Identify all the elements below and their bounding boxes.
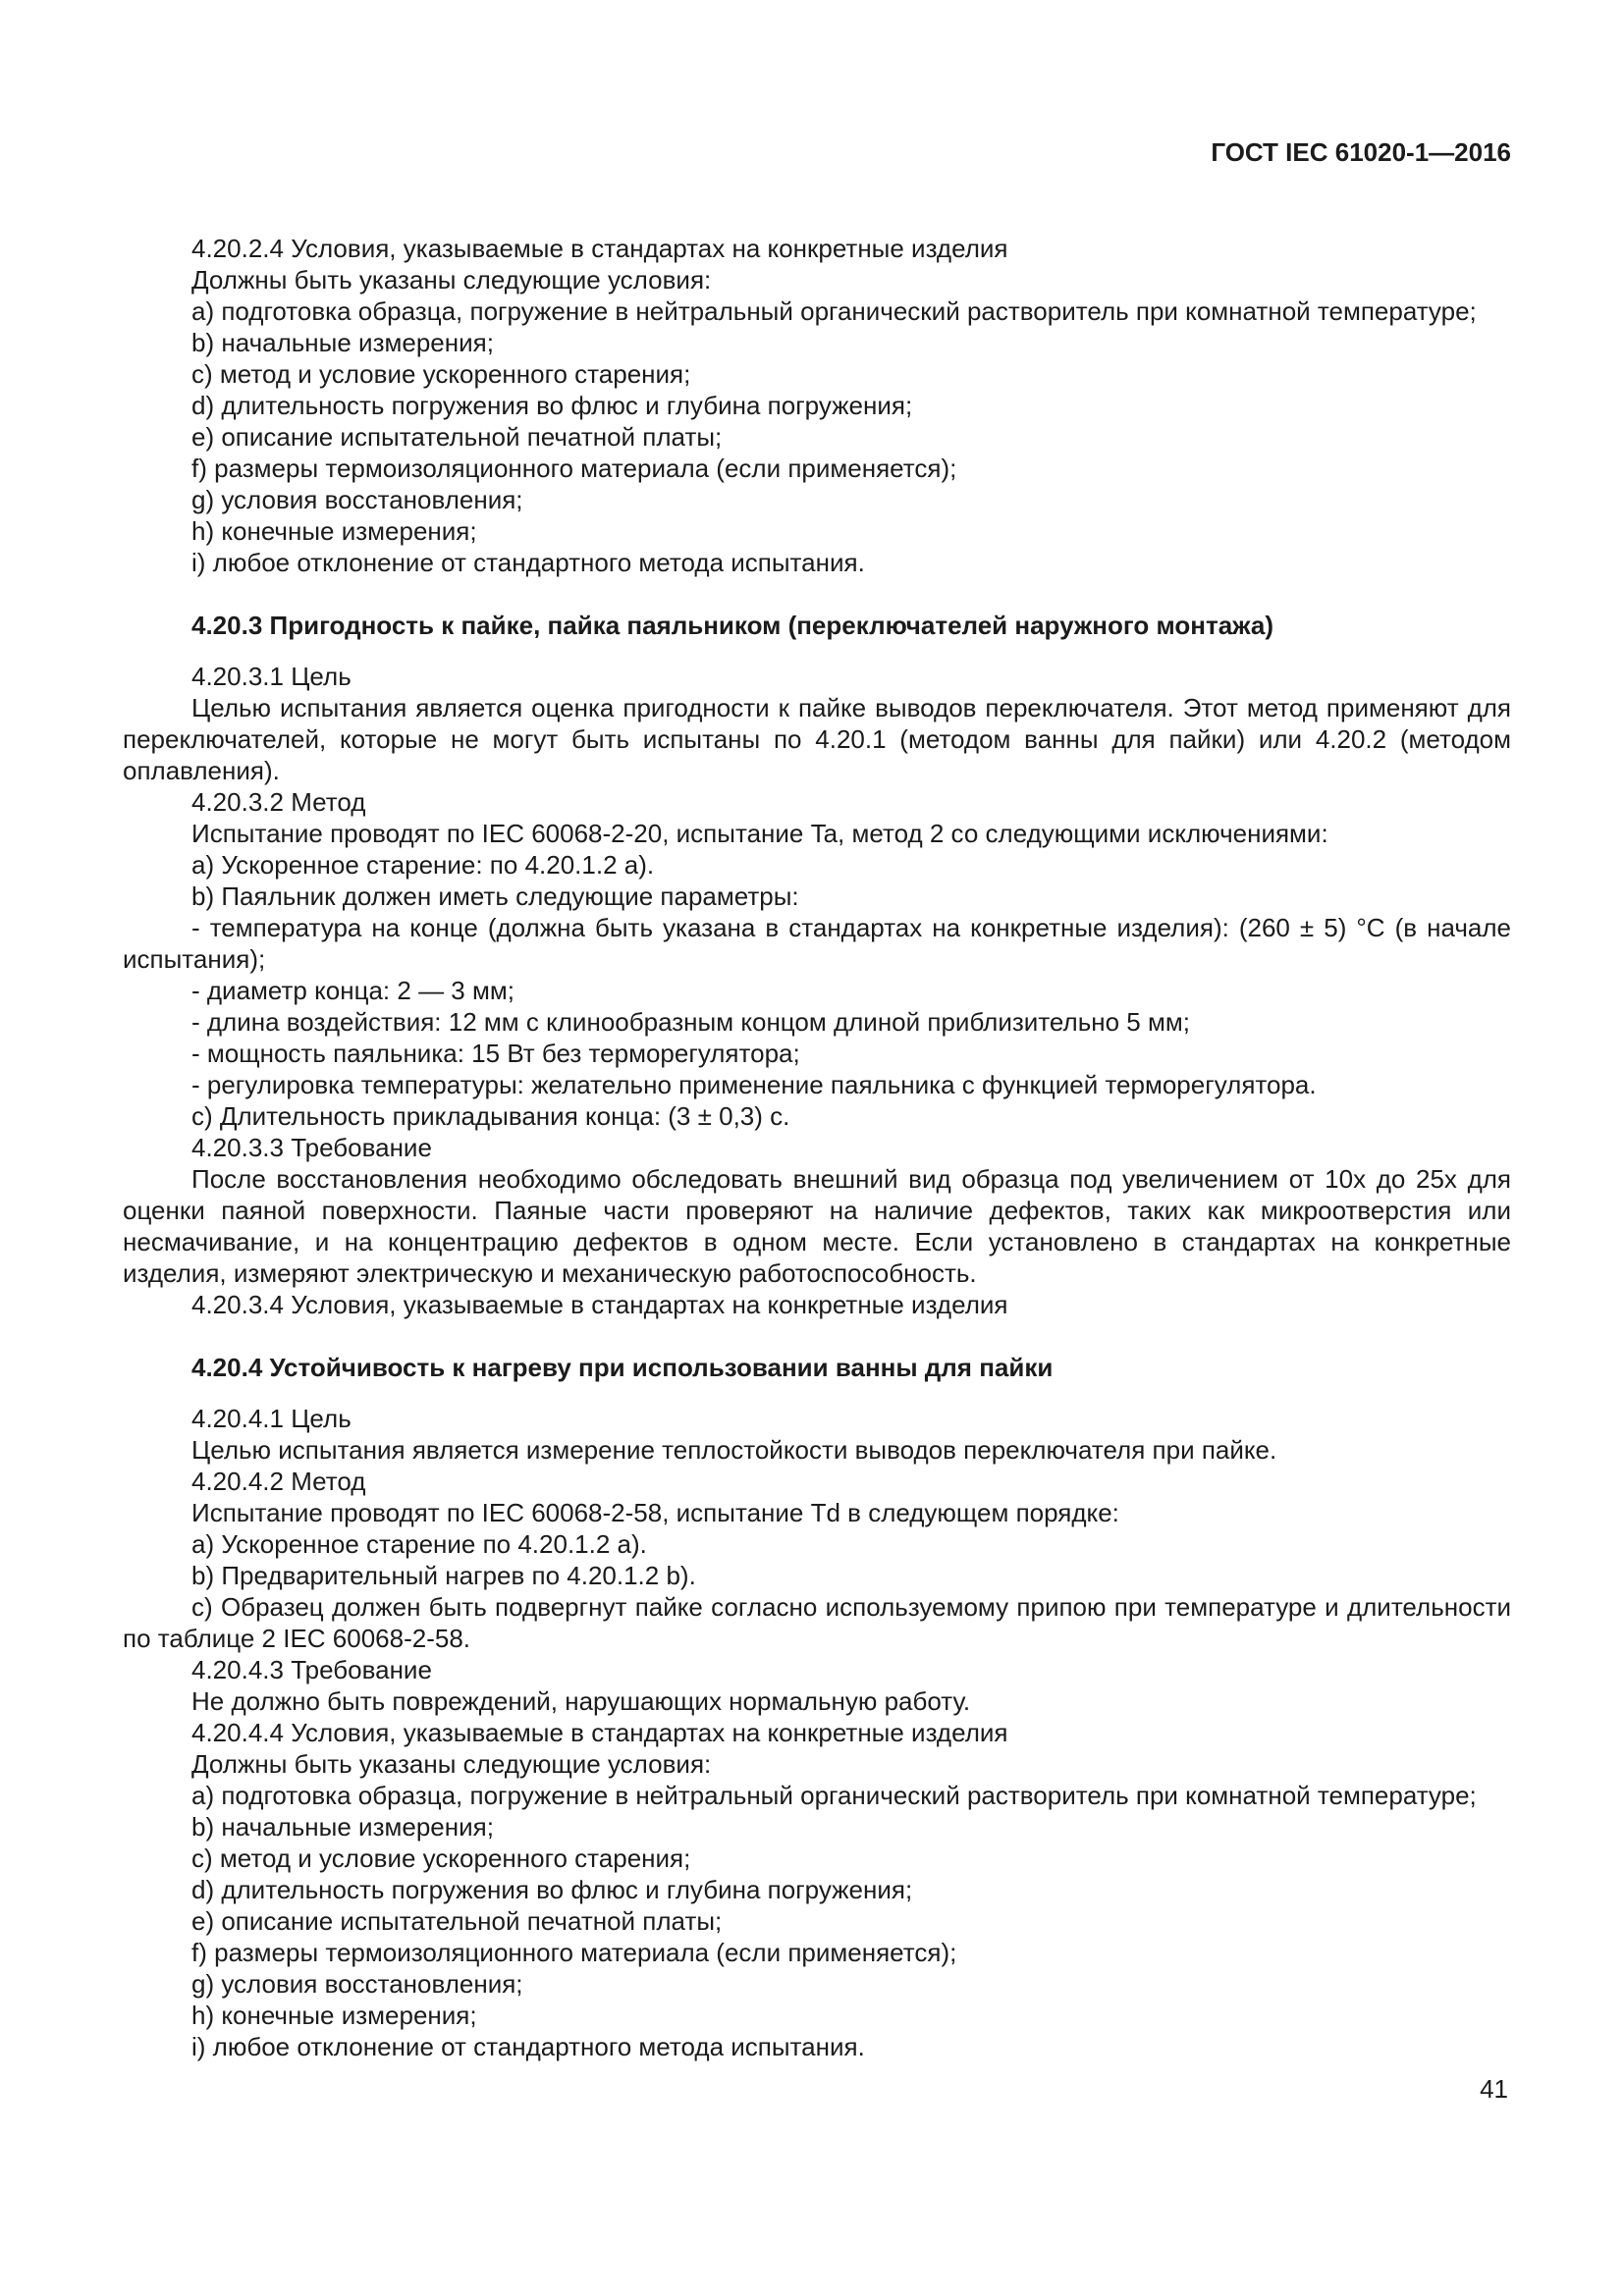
paragraph: a) Ускоренное старение по 4.20.1.2 a). [191,1529,647,1559]
paragraph: 4.20.2.4 Условия, указываемые в стандартах на конкретные изделия [191,234,1008,263]
paragraph: b) Предварительный нагрев по 4.20.1.2 b). [191,1561,696,1590]
paragraph: c) метод и условие ускоренного старения; [191,359,691,389]
paragraph: 4.20.3.3 Требование [191,1133,432,1162]
paragraph: b) начальные измерения; [191,1812,494,1842]
paragraph: 4.20.4.2 Метод [191,1467,366,1496]
paragraph: - мощность паяльника: 15 Вт без терморегулятора; [191,1039,800,1068]
paragraph: e) описание испытательной печатной платы; [191,1906,723,1936]
paragraph: d) длительность погружения во флюс и глубина погружения; [191,1875,913,1904]
document-header: ГОСТ IEC 61020-1—2016 [1211,137,1511,167]
paragraph: c) метод и условие ускоренного старения; [191,1843,691,1873]
paragraph: Не должно быть повреждений, нарушающих нормальную работу. [191,1686,971,1716]
paragraph: 4.20.4.1 Цель [191,1404,352,1433]
paragraph: a) подготовка образца, погружение в нейтральный органический растворитель при комнатной температуре; [191,296,1477,326]
paragraph: b) начальные измерения; [191,328,494,357]
paragraph: После восстановления необходимо обследовать внешний вид образца под увеличением от 10x до 25x для оценки паяной поверхности. Паяные части проверяют на наличие дефектов, таких как микроотверстия или несмачивание, и на концентрацию дефектов в одном месте. Если установлено в стандартах на конкретные изделия, измеряют электрическую и механическую работоспособность. [123,1164,1511,1288]
paragraph: f) размеры термоизоляционного материала (если применяется); [191,454,957,483]
paragraph: - длина воздействия: 12 мм с клинообразным концом длиной приблизительно 5 мм; [191,1007,1190,1037]
paragraph: b) Паяльник должен иметь следующие параметры: [191,881,799,911]
paragraph: - температура на конце (должна быть указана в стандартах на конкретные изделия): (260 ± 5) °С (в начале испытания); [123,913,1511,974]
paragraph: e) описание испытательной печатной платы; [191,422,723,452]
paragraph: Испытание проводят по IEC 60068-2-58, испытание Td в следующем порядке: [191,1498,1119,1527]
section-heading: 4.20.3 Пригодность к пайке, пайка паяльником (переключателей наружного монтажа) [191,611,1274,640]
paragraph: h) конечные измерения; [191,516,477,546]
paragraph: a) Ускоренное старение: по 4.20.1.2 a). [191,850,655,880]
paragraph: c) Длительность прикладывания конца: (3 ± 0,3) с. [191,1101,790,1131]
paragraph: h) конечные измерения; [191,2001,477,2030]
paragraph: g) условия восстановления; [191,485,523,514]
paragraph: f) размеры термоизоляционного материала (если применяется); [191,1938,957,1967]
paragraph: 4.20.3.2 Метод [191,787,366,817]
paragraph: Целью испытания является оценка пригодности к пайке выводов переключателя. Этот метод применяют для переключателей, которые не могут быть испытаны по 4.20.1 (методом ванны для пайки) или 4.20.2 (методом оплавления). [123,693,1511,785]
paragraph: 4.20.3.4 Условия, указываемые в стандартах на конкретные изделия [191,1290,1008,1319]
paragraph: Испытание проводят по IEC 60068-2-20, испытание Ta, метод 2 со следующими исключениями: [191,819,1328,848]
paragraph: c) Образец должен быть подвергнут пайке согласно используемому припою при температуре и длительности по таблице 2 IEC 60068-2-58. [123,1592,1511,1653]
paragraph: Целью испытания является измерение теплостойкости выводов переключателя при пайке. [191,1435,1277,1465]
document-content [123,233,1511,2062]
paragraph: a) подготовка образца, погружение в нейтральный органический растворитель при комнатной температуре; [191,1781,1477,1810]
section-heading: 4.20.4 Устойчивость к нагреву при использовании ванны для пайки [191,1353,1054,1382]
paragraph: Должны быть указаны следующие условия: [191,1749,712,1779]
page-number: 41 [1480,2074,1508,2104]
paragraph: g) условия восстановления; [191,1969,523,1999]
paragraph: 4.20.3.1 Цель [191,662,352,691]
paragraph: 4.20.4.4 Условия, указываемые в стандартах на конкретные изделия [191,1718,1008,1747]
paragraph: - регулировка температуры: желательно применение паяльника с функцией терморегулятора. [191,1070,1317,1099]
paragraph: - диаметр конца: 2 — 3 мм; [191,976,514,1005]
paragraph: i) любое отклонение от стандартного метода испытания. [191,2032,865,2061]
paragraph: i) любое отклонение от стандартного метода испытания. [191,548,865,577]
paragraph: 4.20.4.3 Требование [191,1655,432,1684]
paragraph: Должны быть указаны следующие условия: [191,265,712,294]
paragraph: d) длительность погружения во флюс и глубина погружения; [191,391,913,420]
